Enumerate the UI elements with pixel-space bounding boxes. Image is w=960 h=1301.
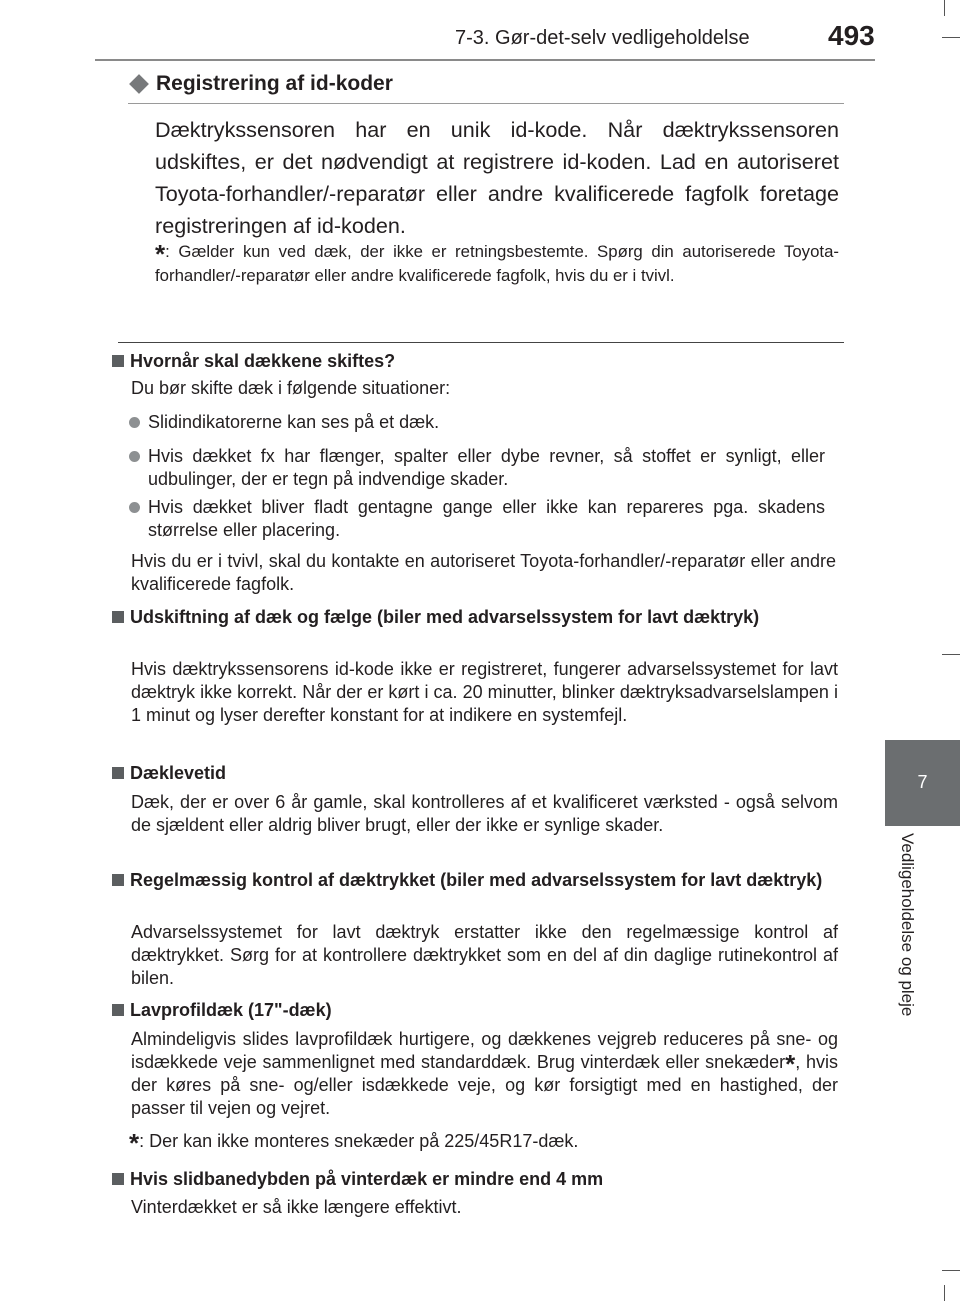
list-item-text: Hvis dækket bliver fladt gentagne gange eller ikke kan repareres pga. skadens størrelse eller placering. <box>148 497 825 540</box>
footnote-mark: * <box>129 1128 140 1158</box>
note-heading <box>112 999 332 1022</box>
separator-rule <box>118 342 844 343</box>
square-bullet-icon <box>112 611 124 623</box>
section-heading-text: Registrering af id-koder <box>156 72 393 95</box>
bullet-dot-icon <box>129 502 140 513</box>
header-rule <box>95 59 875 61</box>
list-item <box>129 445 825 491</box>
chapter-tab <box>885 740 960 826</box>
note-body <box>131 1028 838 1120</box>
note-heading-text: Regelmæssig kontrol af dæktrykket (biler med advarselssystem for lavt dæktryk) <box>130 870 823 890</box>
heading-rule <box>128 103 844 104</box>
note-heading <box>112 1168 603 1191</box>
note-heading <box>112 606 842 629</box>
note-heading-text: Lavprofildæk (17"-dæk) <box>130 1000 332 1020</box>
note-heading-text: Hvis slidbanedybden på vinterdæk er mindre end 4 mm <box>130 1169 604 1189</box>
footnote-mark: * <box>785 1049 796 1079</box>
note-intro: Du bør skifte dæk i følgende situationer: <box>131 378 451 398</box>
note-footnote <box>129 1128 579 1158</box>
footnote-text: : Gælder kun ved dæk, der ikke er retningsbestemte. Spørg din autoriserede Toyota-forhandler/-reparatør eller andre kvalificerede fagfolk, hvis du er i tvivl. <box>155 242 839 285</box>
chapter-title: Vedligeholdelse og pleje <box>898 833 917 1017</box>
list-item <box>129 411 825 434</box>
note-body-text: Almindeligvis slides lavprofildæk hurtigere, og dækkenes vejgreb reduceres på sne- og isdækkede veje sammenlignet med standarddæk. Brug vinterdæk eller snekæder <box>131 1029 838 1072</box>
note-body: Vinterdækket er så ikke længere effektivt. <box>131 1197 462 1217</box>
diamond-icon <box>129 74 149 94</box>
note-heading <box>112 350 395 373</box>
bullet-dot-icon <box>129 451 140 462</box>
crop-mark <box>944 1285 945 1301</box>
square-bullet-icon <box>112 1173 124 1185</box>
note-outro: Hvis du er i tvivl, skal du kontakte en autoriseret Toyota-forhandler/-reparatør eller andre kvalificerede fagfolk. <box>131 551 836 594</box>
note-body-text: , hvis der køres på sne- og/eller isdækkede veje, og kør forsigtigt med en hastighed, der passer til vejen og vejret. <box>131 1052 838 1118</box>
note-heading <box>112 762 226 785</box>
crop-mark <box>944 0 945 16</box>
list-item-text: Slidindikatorerne kan ses på et dæk. <box>148 412 440 432</box>
section-footnote <box>155 240 839 288</box>
square-bullet-icon <box>112 355 124 367</box>
crop-mark <box>942 1270 960 1271</box>
running-header: 7-3. Gør-det-selv vedligeholdelse <box>455 27 750 49</box>
footnote-text: : Der kan ikke monteres snekæder på 225/45R17-dæk. <box>139 1131 579 1151</box>
bullet-dot-icon <box>129 417 140 428</box>
list-item-text: Hvis dækket fx har flænger, spalter eller dybe revner, så stoffet er synligt, eller udbulinger, der er tegn på indvendige skader. <box>148 446 825 489</box>
note-heading <box>112 869 842 892</box>
square-bullet-icon <box>112 874 124 886</box>
note-heading-text: Hvornår skal dækkene skiftes? <box>130 351 396 371</box>
square-bullet-icon <box>112 767 124 779</box>
chapter-label <box>893 833 917 1063</box>
note-body: Dæk, der er over 6 år gamle, skal kontrolleres af et kvalificeret værksted - også selvom de sjældent eller aldrig bliver brugt, eller der ikke er synlige skader. <box>131 792 838 835</box>
note-heading-text: Dæklevetid <box>130 763 227 783</box>
list-item <box>129 496 825 542</box>
section-paragraph: Dæktrykssensoren har en unik id-kode. Når dæktrykssensoren udskiftes, er det nødvendigt at registrere id-koden. Lad en autoriseret Toyota-forhandler/-reparatør eller andre kvalificerede fagfolk foretage registreringen af id-koden. <box>155 117 839 238</box>
chapter-number: 7 <box>917 772 928 792</box>
crop-mark <box>942 37 960 38</box>
section-heading <box>156 72 393 96</box>
page-number: 493 <box>828 20 875 51</box>
footnote-mark: * <box>155 239 166 269</box>
note-heading-text: Udskiftning af dæk og fælge (biler med advarselssystem for lavt dæktryk) <box>130 607 760 627</box>
crop-mark <box>942 654 960 655</box>
square-bullet-icon <box>112 1004 124 1016</box>
note-body: Hvis dæktrykssensorens id-kode ikke er registreret, fungerer advarselssystemet for lavt dæktryk ikke korrekt. Når der er kørt i ca. 20 minutter, blinker dæktryksadvarselslampen i 1 minut og lyser derefter konstant for at indikere en systemfejl. <box>131 659 838 725</box>
note-body: Advarselssystemet for lavt dæktryk erstatter ikke den regelmæssige kontrol af dæktrykket. Sørg for at kontrollere dæktrykket som en del af din daglige rutinekontrol af bilen. <box>131 922 838 988</box>
